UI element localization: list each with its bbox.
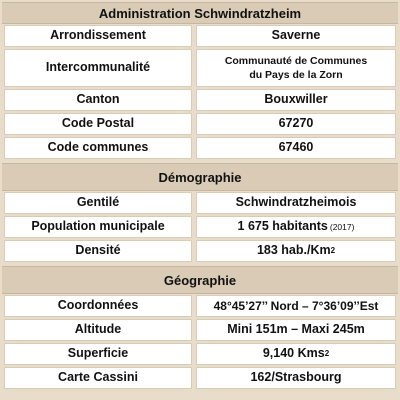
row-intercommunalite [2, 48, 398, 88]
section-geographie-title: Géographie [163, 272, 237, 288]
value-intercommunalite [196, 49, 396, 87]
label-carte-cassini: Carte Cassini [4, 367, 192, 389]
row-canton [2, 88, 398, 112]
label-canton: Canton [4, 89, 192, 111]
value-code-communes: 67460 [196, 137, 396, 159]
section-demographie-title: Démographie [158, 169, 242, 185]
label-population: Population municipale [4, 216, 192, 238]
row-population [2, 215, 398, 239]
value-population-number: 1 675 habitants [237, 219, 328, 234]
row-coordonnees [2, 294, 398, 318]
label-coordonnees: Coordonnées [4, 295, 192, 317]
label-gentile: Gentilé [4, 192, 192, 214]
section-geographie [2, 266, 398, 294]
value-intercommunalite-line1: Communauté de Communes [224, 54, 368, 67]
label-code-communes: Code communes [4, 137, 192, 159]
value-population [196, 216, 396, 238]
value-densite: 183 hab./Km 2 [196, 240, 396, 262]
value-arrondissement: Saverne [196, 25, 396, 47]
label-code-postal: Code Postal [4, 113, 192, 135]
row-code-communes [2, 136, 398, 160]
value-superficie-text: 9,140 Kms [262, 346, 325, 361]
value-altitude: Mini 151m – Maxi 245m [196, 319, 396, 341]
value-coordonnees: 48°45’27’’ Nord – 7°36’09’’Est [196, 295, 396, 317]
value-densite-text: 183 hab./Km [256, 243, 331, 258]
value-gentile: Schwindratzheimois [196, 192, 396, 214]
table-title [2, 2, 398, 24]
row-altitude [2, 318, 398, 342]
row-gentile [2, 191, 398, 215]
value-intercommunalite-line2: du Pays de la Zorn [249, 69, 343, 81]
value-code-postal: 67270 [196, 113, 396, 135]
value-superficie: 9,140 Kms 2 [196, 343, 396, 365]
label-intercommunalite: Intercommunalité [4, 49, 192, 87]
table-title-text: Administration Schwindratzheim [98, 5, 302, 21]
label-arrondissement: Arrondissement [4, 25, 192, 47]
label-densite: Densité [4, 240, 192, 262]
label-superficie: Superficie [4, 343, 192, 365]
row-arrondissement [2, 24, 398, 48]
value-canton: Bouxwiller [196, 89, 396, 111]
value-population-year: (2017) [329, 221, 355, 232]
value-carte-cassini: 162/Strasbourg [196, 367, 396, 389]
row-code-postal [2, 112, 398, 136]
label-altitude: Altitude [4, 319, 192, 341]
row-carte-cassini [2, 366, 398, 390]
row-superficie [2, 342, 398, 366]
row-densite [2, 239, 398, 263]
section-demographie [2, 163, 398, 191]
